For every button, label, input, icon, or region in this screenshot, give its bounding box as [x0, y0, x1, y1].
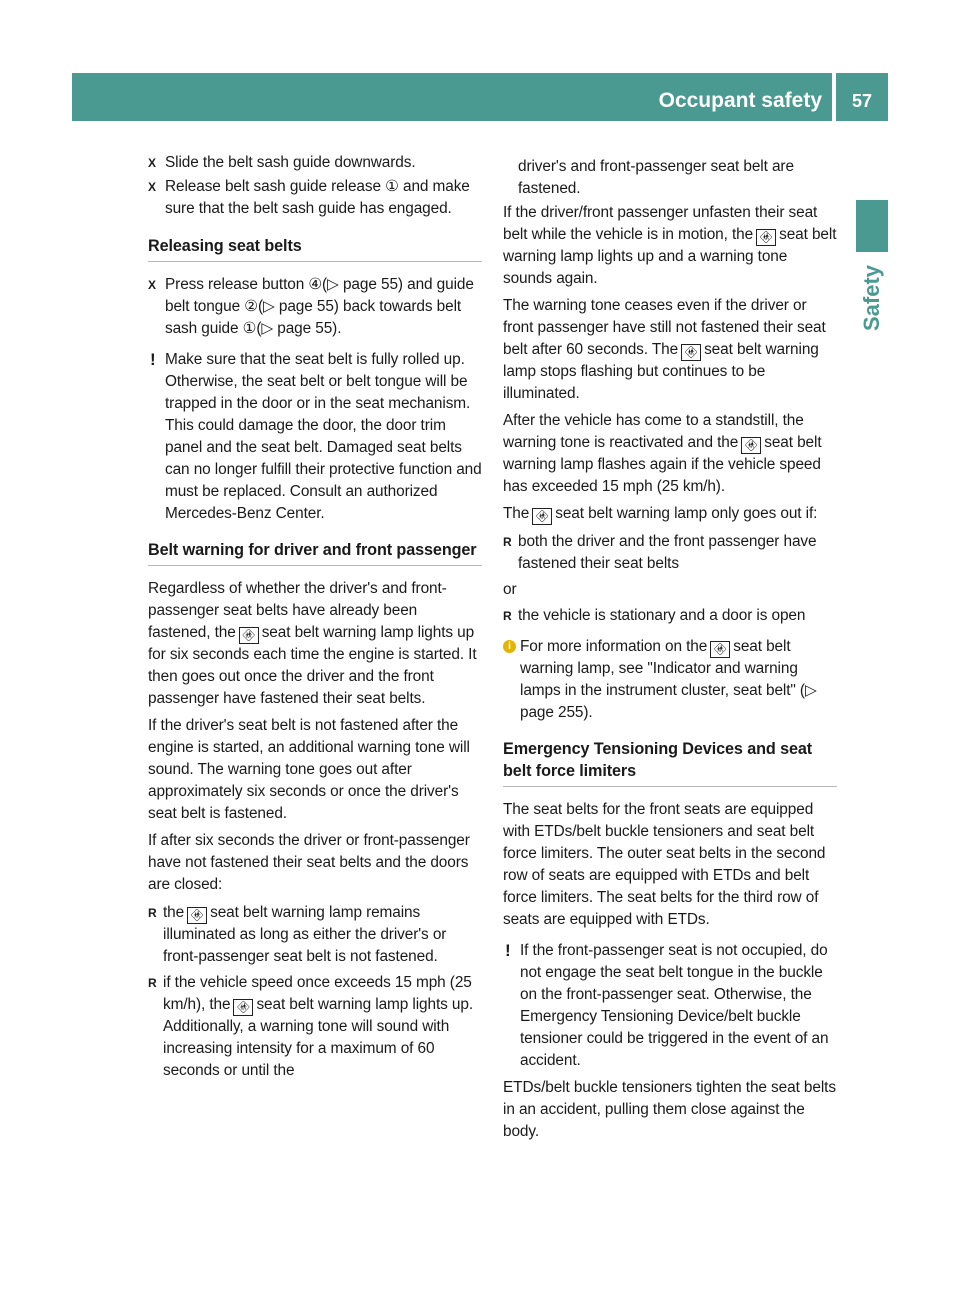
text-segment: if the vehicle speed once exceeds 15 mph (25 km/h), the — [163, 974, 472, 1013]
paragraph-after-six-seconds: If after six seconds the driver or front-passenger have not fastened their seat belts and the doors are closed: — [148, 832, 470, 893]
text-segment: The warning tone ceases even if the driver or front passenger have still not fastened their seat belt after 60 seconds. The — [503, 297, 826, 358]
text-segment: seat belt warning lamp lights up. Additionally, a warning tone will sound with increasing intensity for a maximum of 60 seconds or until the — [163, 996, 474, 1079]
paragraph-standstill — [503, 410, 837, 498]
paragraph-driver-not-fastened: If the driver's seat belt is not fastened after the engine is started, an additional warning tone will sound. The warning tone goes out after approximately six seconds or once the driver's seat belt is fastened. — [148, 717, 470, 822]
text-segment: the — [163, 904, 185, 921]
page-number: 57 — [851, 91, 873, 111]
text-segment: seat belt warning lamp, see "Indicator and warning lamps in the instrument cluster, seat belt" (▷ page 255). — [520, 638, 817, 721]
left-column — [148, 152, 482, 1082]
text-segment: seat belt warning lamp stops flashing but continues to be illuminated. — [503, 341, 819, 402]
paragraph-goes-out-if — [503, 503, 837, 525]
step-slide-guide: X Slide the belt sash guide downwards. — [148, 152, 482, 174]
heading-releasing-seat-belts: Releasing seat belts — [148, 235, 482, 262]
bullet-speed-exceeds — [148, 972, 482, 1082]
or-text: or — [503, 581, 517, 598]
warning-icon: ! — [505, 941, 511, 960]
seatbelt-warning-icon: 🚸︎ — [756, 229, 776, 246]
info-icon: i — [503, 640, 516, 653]
text-segment: Regardless of whether the driver's and front-passenger seat belts have already been fastened, the — [148, 580, 447, 641]
paragraph-etd-tighten: ETDs/belt buckle tensioners tighten the seat belts in an accident, pulling them close against the body. — [503, 1079, 836, 1140]
bullet-continuation: driver's and front-passenger seat belt are fastened. — [518, 158, 794, 197]
text-segment: If the driver/front passenger unfasten their seat belt while the vehicle is in motion, the — [503, 204, 818, 243]
side-tab-marker — [856, 200, 888, 252]
right-column — [503, 156, 837, 1143]
paragraph-etd-equipped: The seat belts for the front seats are equipped with ETDs/belt buckle tensioners and seat belt force limiters. The outer seat belts in the second row of seats are equipped with ETDs and belt force limiters. The seat belts for the third row of seats are equipped with ETDs. — [503, 801, 826, 928]
seatbelt-warning-icon: 🚸︎ — [710, 641, 730, 658]
paragraph-unfasten — [503, 202, 837, 290]
seatbelt-warning-icon: 🚸︎ — [233, 999, 253, 1016]
text-segment: seat belt warning lamp only goes out if: — [555, 505, 818, 522]
warning-text: Make sure that the seat belt is fully rolled up. Otherwise, the seat belt or belt tongue will be trapped in the door or in the seat mechanism. This could damage the door, the door trim panel and the seat belt. Damaged seat belts can no longer fulfill their protective function and must be replaced. Consult an authorized Mercedes-Benz Center. — [165, 351, 482, 522]
text-segment: seat belt warning lamp remains illuminated as long as either the driver's or front-passenger seat belt is not fastened. — [163, 904, 447, 965]
seatbelt-warning-icon: 🚸︎ — [681, 344, 701, 361]
text-segment: seat belt warning lamp lights up and a warning tone sounds again. — [503, 226, 837, 287]
warning-icon: ! — [150, 350, 156, 369]
side-tab — [850, 258, 894, 338]
text-segment: The — [503, 505, 530, 522]
warning-note-front-passenger — [503, 940, 837, 1072]
heading-belt-warning: Belt warning for driver and front passenger — [148, 539, 482, 566]
page-title: Occupant safety — [658, 89, 822, 112]
paragraph-regardless — [148, 578, 482, 710]
side-tab-label: Safety — [859, 264, 884, 332]
text-segment: seat belt warning lamp flashes again if the vehicle speed has exceeded 15 mph (25 km/h). — [503, 434, 822, 495]
seatbelt-warning-icon: 🚸︎ — [239, 627, 259, 644]
seatbelt-warning-icon: 🚸︎ — [532, 508, 552, 525]
step-release-guide: X Release belt sash guide release ① and make sure that the belt sash guide has engaged. — [148, 176, 482, 220]
text-segment: After the vehicle has come to a standstill, the warning tone is reactivated and the — [503, 412, 804, 451]
seatbelt-warning-icon: 🚸︎ — [741, 437, 761, 454]
bullet-stationary: R the vehicle is stationary and a door is open — [503, 605, 837, 627]
bullet-lamp-remains — [148, 902, 482, 968]
warning-text: If the front-passenger seat is not occupied, do not engage the seat belt tongue in the buckle on the front-passenger seat. Otherwise, the Emergency Tensioning Device/belt buckle tensioner could be triggered in the event of an accident. — [520, 942, 829, 1069]
heading-etd: Emergency Tensioning Devices and seat belt force limiters — [503, 738, 837, 787]
text-segment: For more information on the — [520, 638, 708, 655]
seatbelt-warning-icon: 🚸︎ — [187, 907, 207, 924]
paragraph-tone-ceases — [503, 295, 837, 405]
info-note — [503, 636, 837, 724]
warning-note-rolled-up — [148, 349, 482, 525]
bullet-both-fastened: R both the driver and the front passenger have fastened their seat belts — [503, 531, 837, 575]
text-segment: seat belt warning lamp lights up for six seconds each time the engine is started. It then goes out once the driver and the front passenger have fastened their seat belts. — [148, 624, 477, 707]
step-press-release: X Press release button ④(▷ page 55) and guide belt tongue ②(▷ page 55) back towards belt sash guide ①(▷ page 55). — [148, 274, 482, 340]
